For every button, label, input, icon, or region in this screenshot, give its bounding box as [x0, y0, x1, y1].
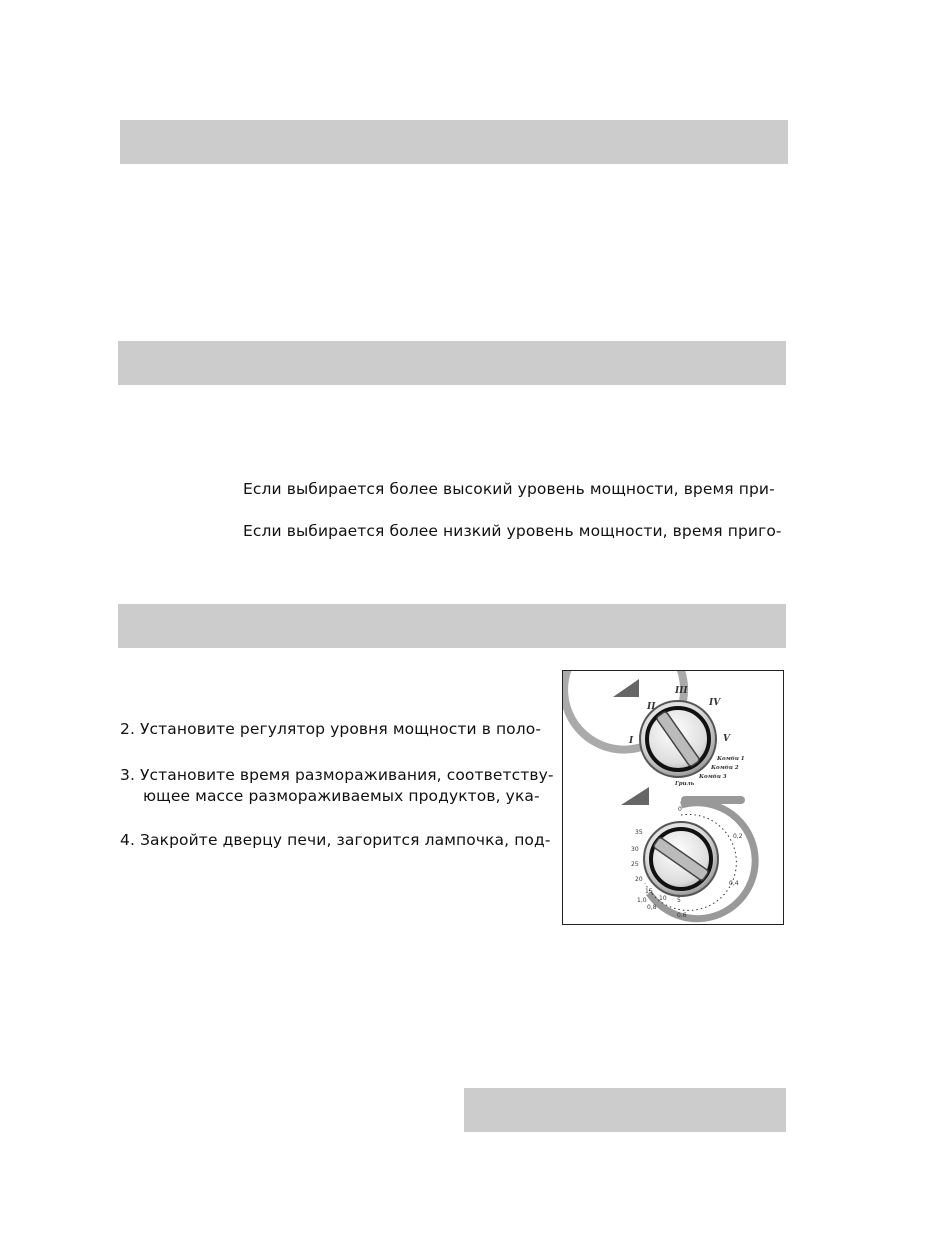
time-15: 15	[645, 888, 653, 895]
text-low-power: Если выбирается более низкий уровень мощности, время приго-	[243, 522, 782, 540]
mode-kombi-1: Комби 1	[717, 756, 745, 762]
timer-icon	[621, 787, 649, 805]
time-35: 35	[635, 829, 643, 836]
power-level-4: IV	[709, 698, 721, 708]
step-2: 2. Установите регулятор уровня мощности в поло-	[120, 720, 542, 738]
text-high-power: Если выбирается более высокий уровень мощности, время при-	[243, 480, 775, 498]
weight-1-0: 1,0	[637, 897, 647, 904]
weight-0-4: 0,4	[729, 880, 739, 887]
control-panel-figure	[562, 670, 784, 925]
power-level-2: II	[647, 702, 656, 712]
mode-kombi-3: Комби 3	[699, 774, 727, 780]
time-20: 20	[635, 876, 643, 883]
step-3-line-2: ющее массе размораживаемых продуктов, ука-	[143, 787, 540, 805]
step-3-line-1: 3. Установите время размораживания, соответству-	[120, 766, 554, 784]
power-icon	[613, 679, 639, 697]
section-header-bar-3	[118, 604, 786, 648]
control-dials-illustration	[563, 671, 785, 926]
power-dial	[564, 671, 745, 787]
section-header-bar-2	[118, 341, 786, 385]
section-header-bar-1	[120, 120, 788, 164]
mode-kombi-2: Комби 2	[711, 765, 739, 771]
power-level-3: III	[675, 686, 688, 696]
weight-0-8: 0,8	[647, 904, 657, 911]
time-25: 25	[631, 861, 639, 868]
power-level-5: V	[723, 734, 730, 744]
time-10: 10	[659, 895, 667, 902]
time-5: 5	[677, 897, 681, 904]
time-30: 30	[631, 846, 639, 853]
time-0: 0	[678, 806, 682, 813]
weight-0-6: 0,6	[677, 912, 687, 919]
timer-dial	[621, 787, 755, 919]
power-level-1: I	[629, 736, 634, 746]
section-header-bar-4	[464, 1088, 786, 1132]
mode-grill: Гриль	[675, 781, 695, 787]
weight-0-2: 0,2	[733, 833, 743, 840]
step-4: 4. Закройте дверцу печи, загорится лампочка, под-	[120, 831, 551, 849]
